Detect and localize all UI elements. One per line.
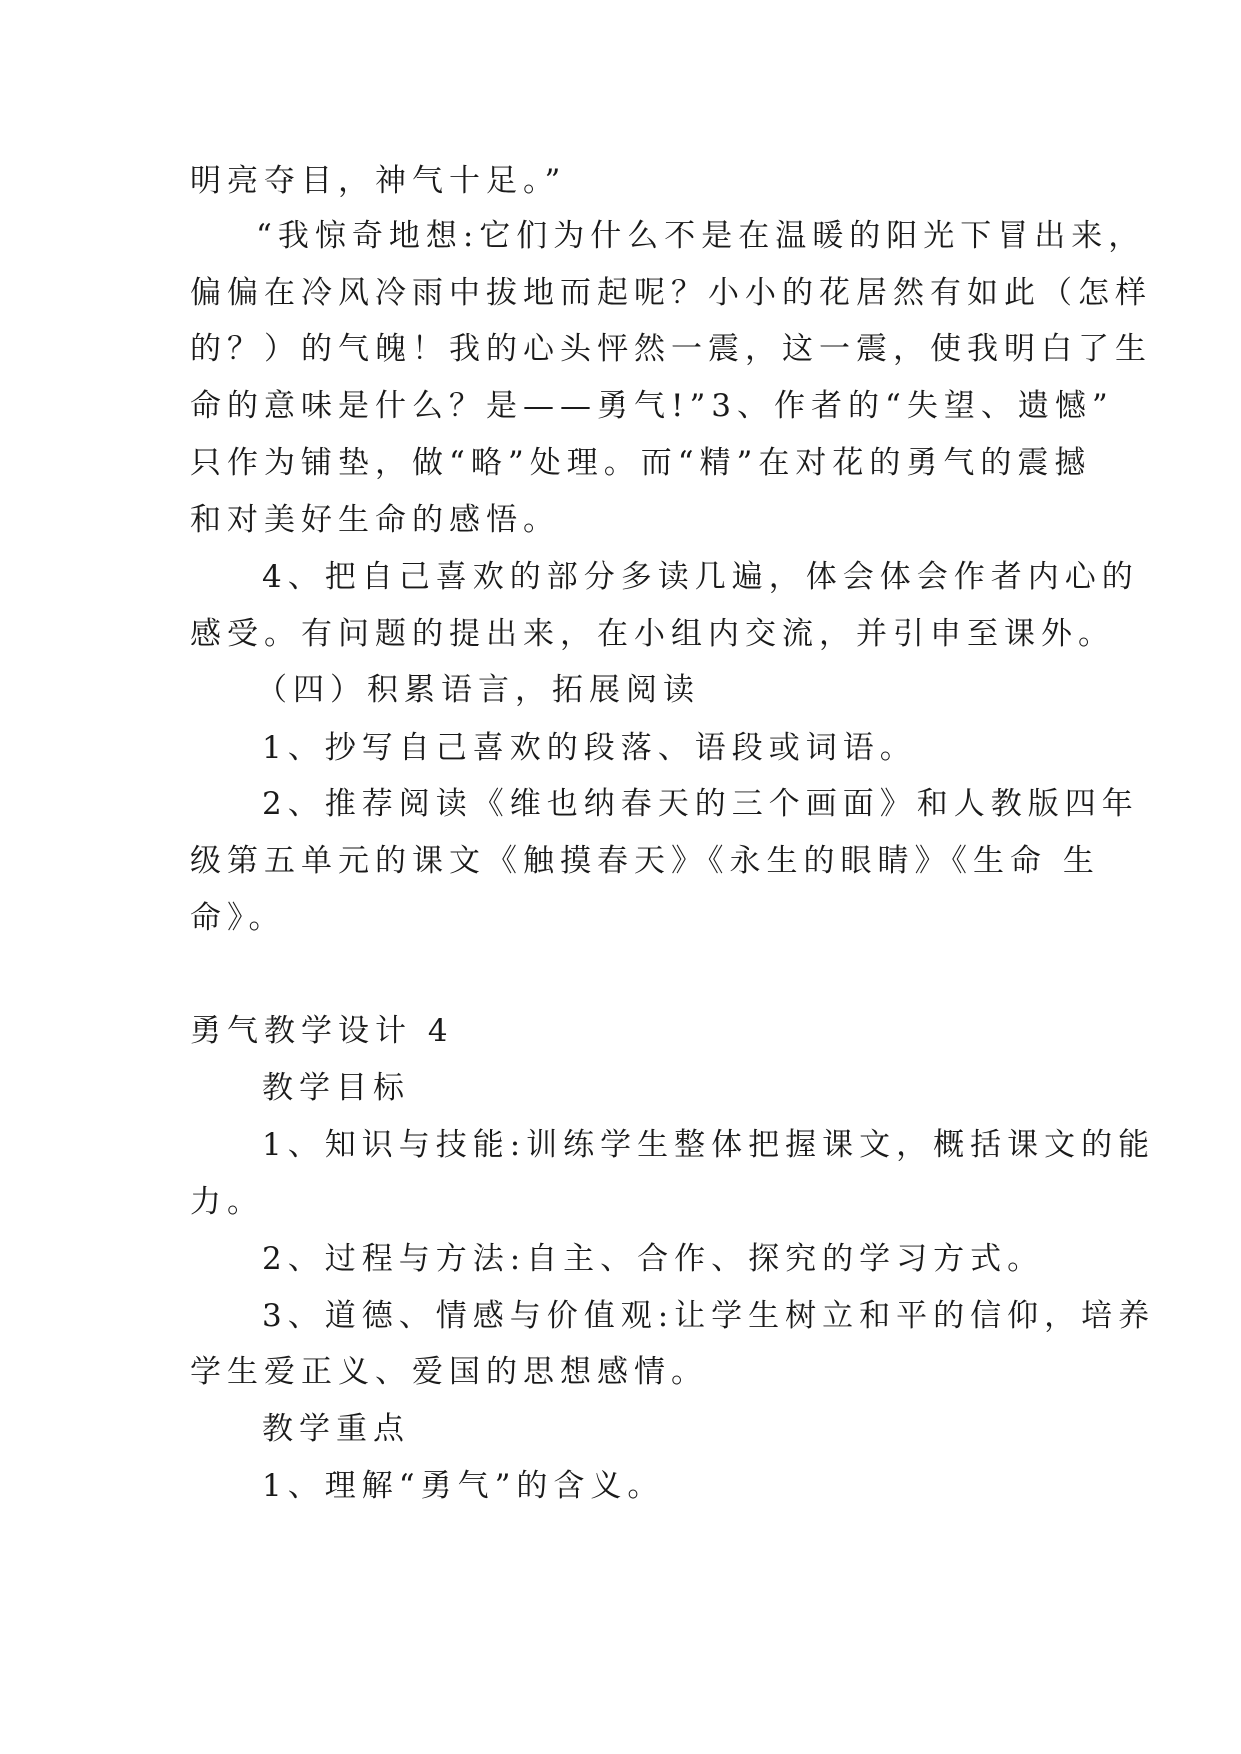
text-line: 命》。 <box>190 900 286 936</box>
text-line: “我惊奇地想:它们为什么不是在温暖的阳光下冒出来， <box>256 218 1146 254</box>
section-heading: 教学重点 <box>262 1411 410 1447</box>
text-line: 级第五单元的课文《触摸春天》《永生的眼睛》《生命 生 <box>190 843 1100 879</box>
text-line: 1、抄写自己喜欢的段落、语段或词语。 <box>262 730 917 766</box>
text-line: 命的意味是什么？是——勇气!”3、作者的“失望、遗憾” <box>190 388 1114 424</box>
text-line: 2、推荐阅读《维也纳春天的三个画面》和人教版四年 <box>262 786 1139 822</box>
text-line: 1、知识与技能:训练学生整体把握课文，概括课文的能 <box>262 1127 1156 1163</box>
document-title: 勇气教学设计 4 <box>190 1013 454 1049</box>
text-line: 4、把自己喜欢的部分多读几遍，体会体会作者内心的 <box>262 559 1139 595</box>
text-line: 偏偏在冷风冷雨中拔地而起呢？小小的花居然有如此（怎样 <box>190 275 1152 311</box>
text-line: 的？）的气魄！我的心头怦然一震，这一震，使我明白了生 <box>190 331 1152 367</box>
text-line: 感受。有问题的提出来，在小组内交流，并引申至课外。 <box>190 616 1115 652</box>
text-line: 2、过程与方法:自主、合作、探究的学习方式。 <box>262 1241 1045 1277</box>
text-line: 1、理解“勇气”的含义。 <box>262 1468 665 1504</box>
text-line: 和对美好生命的感悟。 <box>190 502 560 538</box>
text-line: 力。 <box>190 1184 264 1220</box>
section-heading: （四）积累语言，拓展阅读 <box>256 672 700 708</box>
text-line: 只作为铺垫，做“略”处理。而“精”在对花的勇气的震撼 <box>190 445 1092 481</box>
text-line: 学生爱正义、爱国的思想感情。 <box>190 1354 708 1390</box>
text-line: 3、道德、情感与价值观:让学生树立和平的信仰，培养 <box>262 1298 1156 1334</box>
section-heading: 教学目标 <box>262 1070 410 1106</box>
text-line: 明亮夺目，神气十足。” <box>190 163 567 199</box>
